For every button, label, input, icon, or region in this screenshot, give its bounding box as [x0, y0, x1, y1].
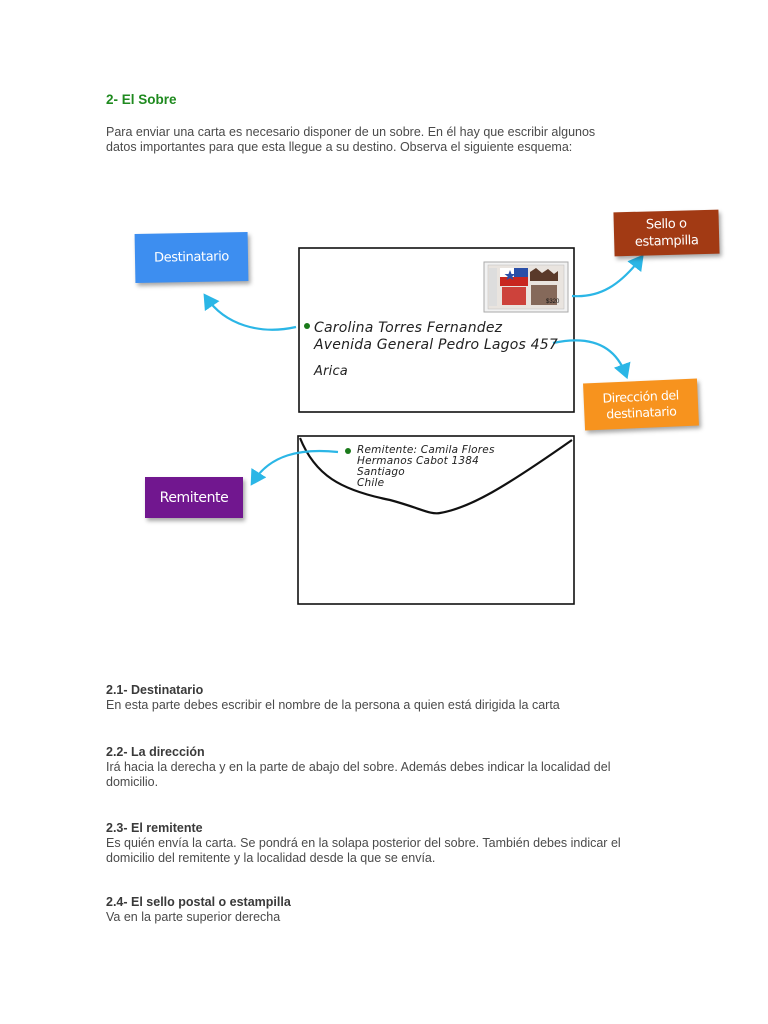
arrow-destinatario [206, 297, 296, 330]
arrow-sello [572, 258, 641, 296]
intro-paragraph: Para enviar una carta es necesario disponer de un sobre. En él hay que escribir algunos datos importantes para que esta llegue a su destino. Observa el siguiente esquema: [106, 125, 596, 154]
section-direccion [106, 745, 666, 790]
sender-line-1: Remitente: Camila Flores [357, 444, 495, 456]
recipient-city: Arica [314, 364, 348, 379]
label-sello: Sello o estampilla [613, 210, 719, 257]
label-remitente: Remitente [145, 477, 243, 518]
section-title: 2- El Sobre [106, 92, 177, 107]
section-text-sello: Va en la parte superior derecha [106, 910, 281, 924]
label-destinatario: Destinatario [135, 232, 249, 283]
label-direccion: Dirección del destinatario [583, 379, 699, 431]
section-title-destinatario: 2.1- Destinatario [106, 683, 204, 697]
section-text-destinatario: En esta parte debes escribir el nombre de la persona a quien está dirigida la carta [106, 698, 560, 712]
sender-dot-icon [345, 448, 351, 454]
section-sello [106, 895, 666, 925]
section-text-direccion: Irá hacia la derecha y en la parte de abajo del sobre. Además debes indicar la localidad del domicilio. [106, 760, 611, 789]
section-title-direccion: 2.2- La dirección [106, 745, 205, 759]
stamp-value: $320 [546, 299, 560, 305]
recipient-name: Carolina Torres Fernandez [314, 320, 503, 336]
section-text-remitente: Es quién envía la carta. Se pondrá en la solapa posterior del sobre. También debes indicar el domicilio del remitente y la localidad desde la que se envía. [106, 836, 621, 865]
section-destinatario [106, 683, 666, 713]
section-title-sello: 2.4- El sello postal o estampilla [106, 895, 291, 909]
sender-line-2: Hermanos Cabot 1384 [357, 455, 480, 467]
sender-line-3: Santiago [357, 466, 405, 478]
section-remitente [106, 821, 666, 866]
recipient-street: Avenida General Pedro Lagos 457 [314, 337, 558, 353]
sender-line-4: Chile [357, 477, 385, 489]
address-dot-icon [304, 323, 310, 329]
section-title-remitente: 2.3- El remitente [106, 821, 203, 835]
